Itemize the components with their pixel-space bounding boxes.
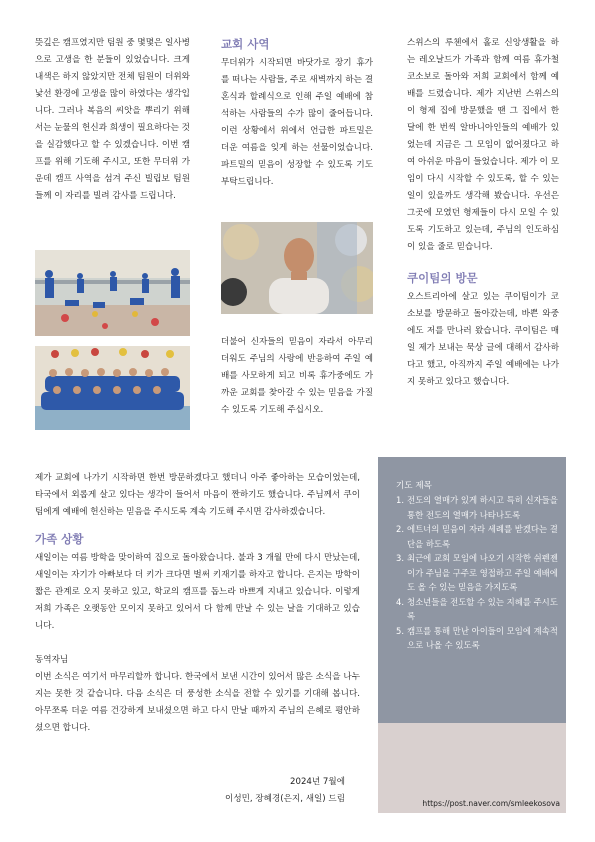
letter-date: 2024년 7월에 xyxy=(290,777,345,787)
sidebar-footer xyxy=(378,723,566,813)
visit-paragraph: 오스트리아에 살고 있는 쿠이팀이가 코소보를 방문하고 돌아갔는데, 바쁜 와중에도 저를 만나러 왔습니다. 쿠이팀은 매일 제가 보내는 묵상 글에 대해서 감사하다고 했고, 아직까지 주일 예배에는 나가지 못하고 있다고 했습니다. xyxy=(407,292,559,387)
camp-photo-group-image xyxy=(35,346,190,430)
camp-paragraph: 뜻깊은 캠프였지만 팀원 중 몇몇은 일사병으로 고생을 한 분들이 있었습니다. 크게 내색은 하지 않았지만 전체 팀원이 더위와 낯선 환경에 고생을 많이 하였다는 생각입니다. 그러나 복음의 씨앗을 뿌리기 위해서는 눈물의 헌신과 희생이 필요하다는 것을 실감했다고 할 수 있겠습니다. 이번 캠프를 위해 기도해 주시고, 또한 무더위 가운데 캠프 사역을 섬겨 주신 빌립보 팀원들께 이 자리를 빌려 감사를 드립니다. xyxy=(35,38,190,201)
lower-section xyxy=(35,470,360,737)
prayer-item-number: 4. xyxy=(396,596,404,607)
column-middle-lower xyxy=(221,334,373,419)
column-right xyxy=(407,35,559,391)
man-photo xyxy=(221,222,373,314)
prayer-title: 기도 제목 xyxy=(396,481,432,491)
blog-link[interactable]: https://post.naver.com/smleekosova xyxy=(422,799,560,808)
prayer-item-number: 1. xyxy=(396,495,404,505)
prayer-sidebar xyxy=(378,457,566,723)
prayer-item-number: 5. xyxy=(396,625,404,636)
prayer-item-text: 캠프를 통해 만난 아이들이 모임에 계속적으로 나올 수 있도록 xyxy=(407,625,558,650)
camp-photo-group xyxy=(35,346,190,430)
letter-sender: 이성민, 장혜경(은지, 새일) 드림 xyxy=(225,794,345,804)
section-heading-family: 가족 상황 xyxy=(35,532,84,546)
prayer-item xyxy=(396,522,558,551)
swiss-paragraph: 스위스의 루첸에서 홀로 신앙생활을 하는 레오날드가 가족과 함께 여름 휴가철 코소보로 돌아와 저희 교회에서 함께 예배를 드렸습니다. 제가 지난번 스위스의 이 형제 집에 방문했을 땐 그 집에서 한 달에 한 번씩 알바니아인들의 예배가 있었는데 지금은 그 모임이 없어졌다고 하여 아쉬운 마음이 들었습니다. 제가 이 모임이 다시 시작할 수 있도록, 할 수 있는 일이 있을까도 생각해 봤습니다. 우선은 그곳에 모였던 형제들이 다시 모일 수 있도록 기도하고 있는데, 주님의 인도하심이 있을 줄로 믿습니다. xyxy=(407,38,559,252)
section-heading-visit: 쿠이팀의 방문 xyxy=(407,271,478,285)
prayer-item-text: 최근에 교회 모임에 나오기 시작한 쉬펜졘이가 주님을 구주로 영접하고 주일 예배에도 올 수 있는 믿음을 가지도록 xyxy=(407,553,558,592)
visit-continued-paragraph: 제가 교회에 나가기 시작하면 한번 방문하겠다고 했더니 아주 좋아하는 모습이었는데, 타국에서 외롭게 살고 있다는 생각이 들어서 마음이 짠하기도 했습니다. 주님께서 쿠이팀에게 예배에 헌신하는 믿음을 주시도록 계속 기도해 주시면 감사하겠습니다. xyxy=(35,473,360,517)
prayer-item-text: 에트너의 믿음이 자라 세례를 받겠다는 결단을 하도록 xyxy=(407,524,558,549)
camp-photo-gym xyxy=(35,250,190,336)
closing-paragraph: 이번 소식은 여기서 마무리할까 합니다. 한국에서 보낸 시간이 있어서 많은 소식을 나누지는 못한 것 같습니다. 다음 소식은 더 풍성한 소식을 전할 수 있기를 기대해 봅니다. 아무쪼록 더운 여름 건강하게 보내셨으면 하고 다시 만날 때까지 주님의 은혜로 평안하셨으면 합니다. xyxy=(35,672,360,733)
prayer-item xyxy=(396,551,558,595)
family-paragraph: 새일이는 여름 방학을 맞이하여 집으로 돌아왔습니다. 불과 3 개월 만에 다시 만났는데, 새일이는 자기가 아빠보다 더 키가 크다면 벌써 키재기를 하자고 합니다. 은지는 방학이 짧은 관계로 오지 못하고 있고, 학교의 캠프를 돕느라 바쁘게 지내고 있습니다. 이렇게 저희 가족은 오랫동안 모이지 못하고 있어서 다 함께 만날 수 있는 날을 기대하고 있습니다. xyxy=(35,553,360,631)
prayer-item xyxy=(396,595,558,624)
prayer-item-number: 3. xyxy=(396,553,404,563)
camp-photo-gym-image xyxy=(35,250,190,336)
column-left xyxy=(35,35,190,205)
man-photo-image xyxy=(221,222,373,314)
church-paragraph-2: 더불어 신자들의 믿음이 자라서 아무리 더워도 주님의 사랑에 반응하여 주일 예배를 사모하게 되고 비록 휴가중에도 가까운 교회를 찾아갈 수 있는 믿음을 가질 수 있도록 기도해 주십시오. xyxy=(221,337,373,415)
prayer-list xyxy=(396,493,558,653)
column-middle xyxy=(221,35,373,191)
signoff xyxy=(35,774,345,808)
prayer-item-number: 2. xyxy=(396,524,404,534)
prayer-item xyxy=(396,624,558,653)
prayer-item xyxy=(396,493,558,522)
church-paragraph: 무더위가 시작되면 바닷가로 장기 휴가를 떠나는 사람들, 주로 새벽까지 하는 결혼식과 할례식으로 인해 주일 예배에 참석하는 사람들의 수가 많이 줄어듭니다. 이런 상황에서 위에서 언급한 파트밀은 더운 여름을 잊게 하는 선물이었습니다. 파트밀의 믿음이 성장할 수 있도록 기도 부탁드립니다. xyxy=(221,58,373,187)
prayer-item-text: 전도의 열매가 있게 하시고 특히 신자들을 통한 전도의 열매가 나타나도록 xyxy=(407,495,558,520)
prayer-item-text: 청소년들을 전도할 수 있는 지혜를 주시도록 xyxy=(407,596,558,621)
greeting: 동역자님 xyxy=(35,655,69,665)
section-heading-church: 교회 사역 xyxy=(221,37,270,51)
